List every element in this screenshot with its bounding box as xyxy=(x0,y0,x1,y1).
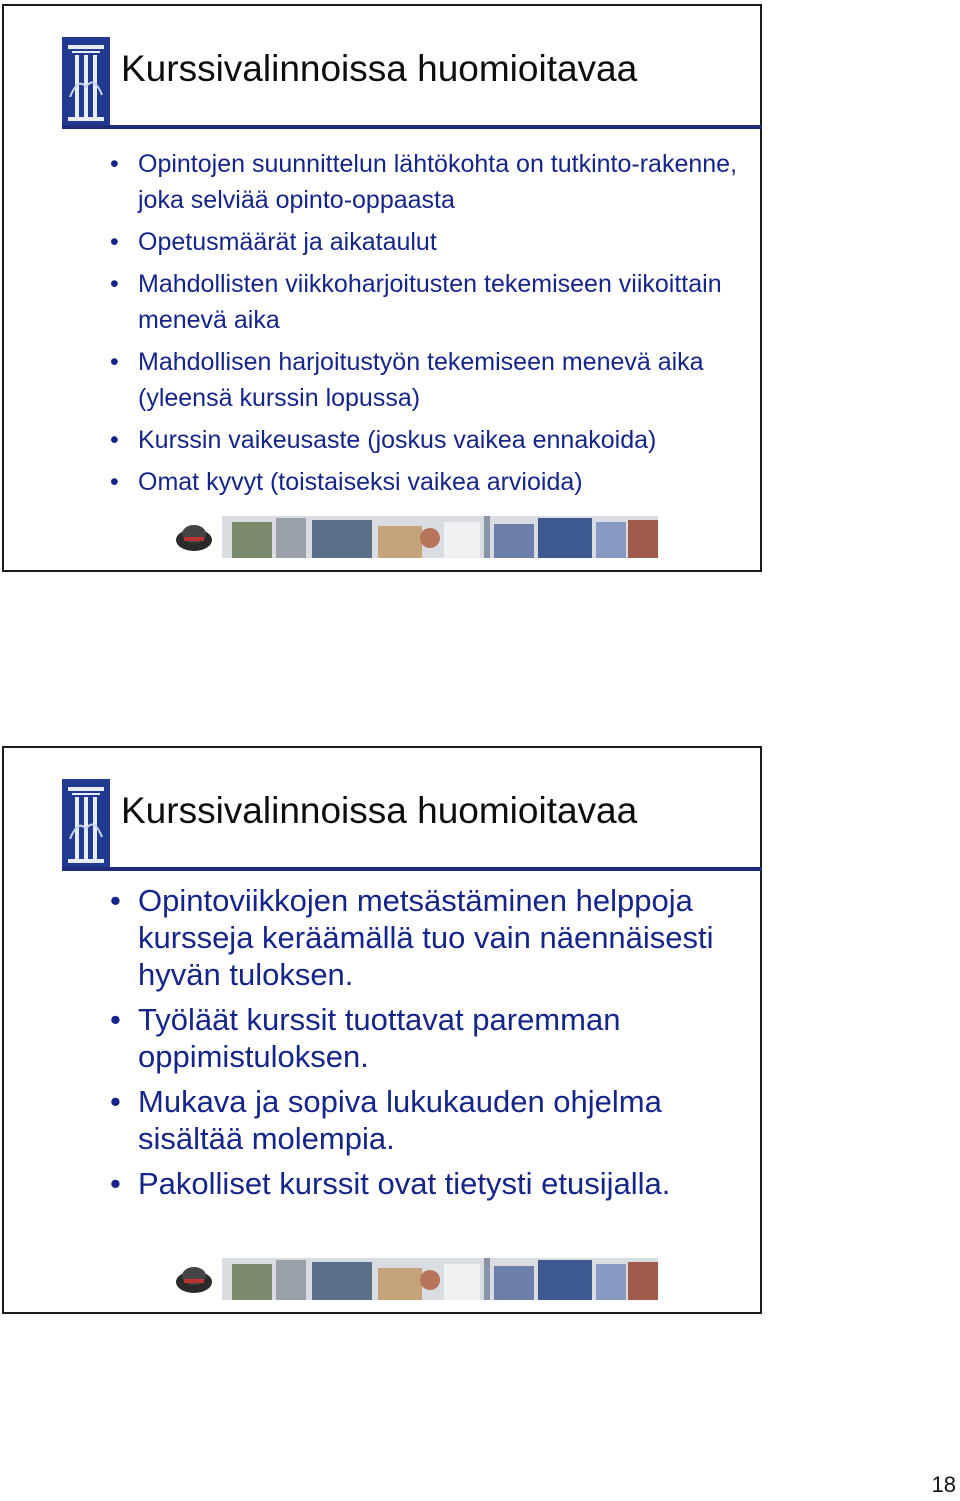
university-column-logo-icon xyxy=(62,37,110,127)
slide-title: Kurssivalinnoissa huomioitavaa xyxy=(121,790,638,831)
bullet-item: • Opintojen suunnittelun lähtökohta on tutkinto-rakenne, joka selviää opinto-oppaasta xyxy=(110,146,750,218)
page-number: 18 xyxy=(931,1472,956,1497)
bullet-item: • Mukava ja sopiva lukukauden ohjelma sisältää molempia. xyxy=(110,1083,750,1157)
slide-1 xyxy=(2,4,762,572)
university-column-logo-icon xyxy=(62,779,110,869)
slide-title: Kurssivalinnoissa huomioitavaa xyxy=(121,48,638,89)
campus-photo-banner xyxy=(172,1254,658,1302)
bullet-item: • Mahdollisen harjoitustyön tekemiseen menevä aika (yleensä kurssin lopussa) xyxy=(110,344,750,416)
title-rule xyxy=(62,867,762,871)
bullet-item: • Pakolliset kurssit ovat tietysti etusijalla. xyxy=(110,1165,750,1202)
campus-photo-banner xyxy=(172,512,658,560)
bullet-list xyxy=(110,882,750,1210)
bullet-item: • Kurssin vaikeusaste (joskus vaikea ennakoida) xyxy=(110,422,750,458)
title-rule xyxy=(62,125,762,129)
slide-2 xyxy=(2,746,762,1314)
bullet-list xyxy=(110,146,750,506)
bullet-item: • Omat kyvyt (toistaiseksi vaikea arvioida) xyxy=(110,464,750,500)
bullet-item: • Mahdollisten viikkoharjoitusten tekemiseen viikoittain menevä aika xyxy=(110,266,750,338)
bullet-item: • Opetusmäärät ja aikataulut xyxy=(110,224,750,260)
bullet-item: • Opintoviikkojen metsästäminen helppoja kursseja keräämällä tuo vain näennäisesti hyvän tuloksen. xyxy=(110,882,750,993)
bullet-item: • Työläät kurssit tuottavat paremman oppimistuloksen. xyxy=(110,1001,750,1075)
